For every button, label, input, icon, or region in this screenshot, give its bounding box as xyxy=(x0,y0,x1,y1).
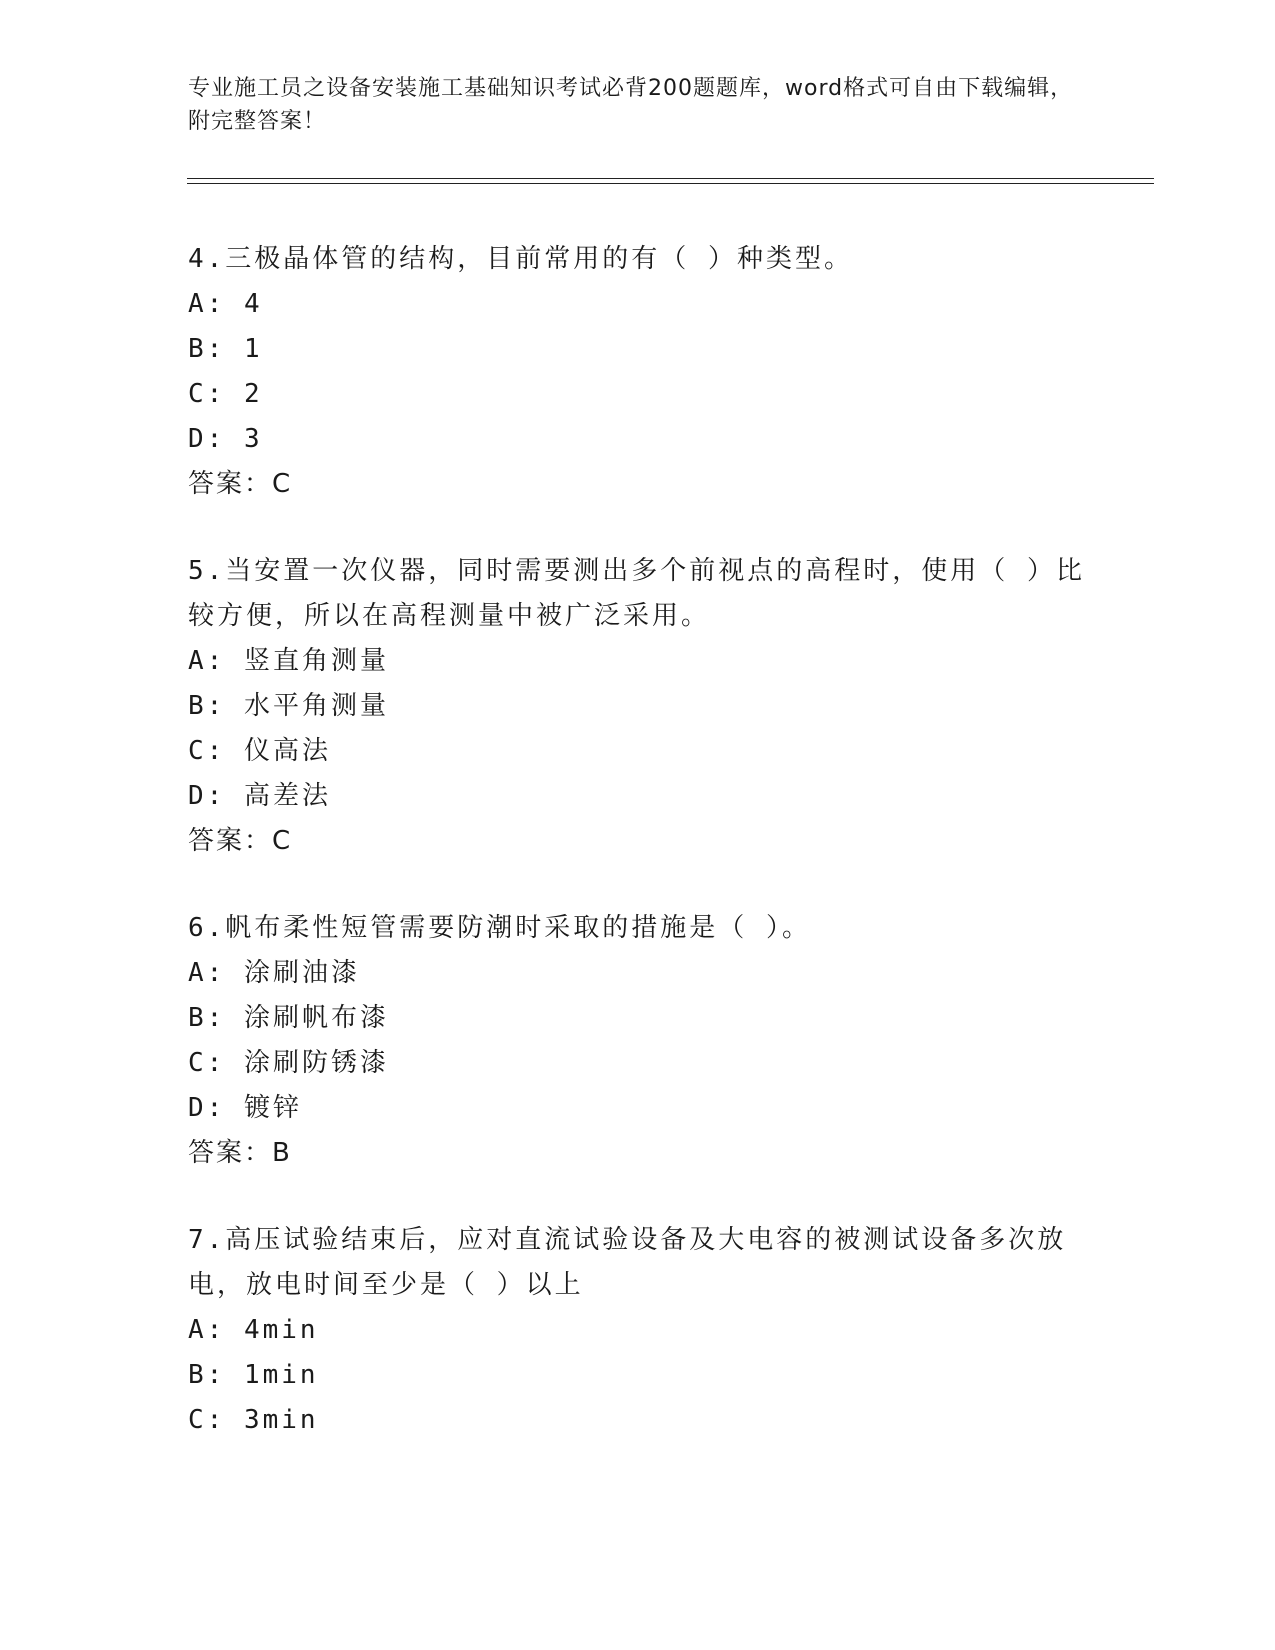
header-divider-top xyxy=(187,178,1154,179)
question-text: 5.当安置一次仪器，同时需要测出多个前视点的高程时，使用（ ）比较方便，所以在高程测量中被广泛采用。 xyxy=(188,556,1085,631)
option-b: B: 1min xyxy=(188,1360,319,1390)
question-6 xyxy=(188,906,1088,1176)
option-c: C: 仪高法 xyxy=(188,736,331,766)
option-c: C: 3min xyxy=(188,1405,319,1435)
question-5 xyxy=(188,549,1088,864)
option-a: A: 涂刷油漆 xyxy=(188,958,360,988)
option-b: B: 水平角测量 xyxy=(188,691,389,721)
option-b: B: 涂刷帆布漆 xyxy=(188,1003,389,1033)
answer: 答案：C xyxy=(188,826,293,856)
option-c: C: 2 xyxy=(188,379,263,409)
answer: 答案：C xyxy=(188,469,293,499)
option-d: D: 3 xyxy=(188,424,263,454)
answer: 答案：B xyxy=(188,1138,292,1168)
question-7 xyxy=(188,1218,1088,1443)
option-a: A: 4min xyxy=(188,1315,319,1345)
option-a: A: 4 xyxy=(188,289,263,319)
question-list xyxy=(188,237,1088,1485)
option-b: B: 1 xyxy=(188,334,263,364)
option-a: A: 竖直角测量 xyxy=(188,646,389,676)
question-4 xyxy=(188,237,1088,507)
option-c: C: 涂刷防锈漆 xyxy=(188,1048,389,1078)
question-text: 6.帆布柔性短管需要防潮时采取的措施是（ ）。 xyxy=(188,913,811,943)
document-header: 专业施工员之设备安装施工基础知识考试必背200题题库，word格式可自由下载编辑，附完整答案！ xyxy=(188,76,1074,134)
question-text: 4.三极晶体管的结构，目前常用的有（ ）种类型。 xyxy=(188,244,853,274)
header-divider-bottom xyxy=(187,183,1154,184)
question-text: 7.高压试验结束后，应对直流试验设备及大电容的被测试设备多次放电，放电时间至少是（ ）以上 xyxy=(188,1225,1067,1300)
option-d: D: 镀锌 xyxy=(188,1093,302,1123)
option-d: D: 高差法 xyxy=(188,781,331,811)
